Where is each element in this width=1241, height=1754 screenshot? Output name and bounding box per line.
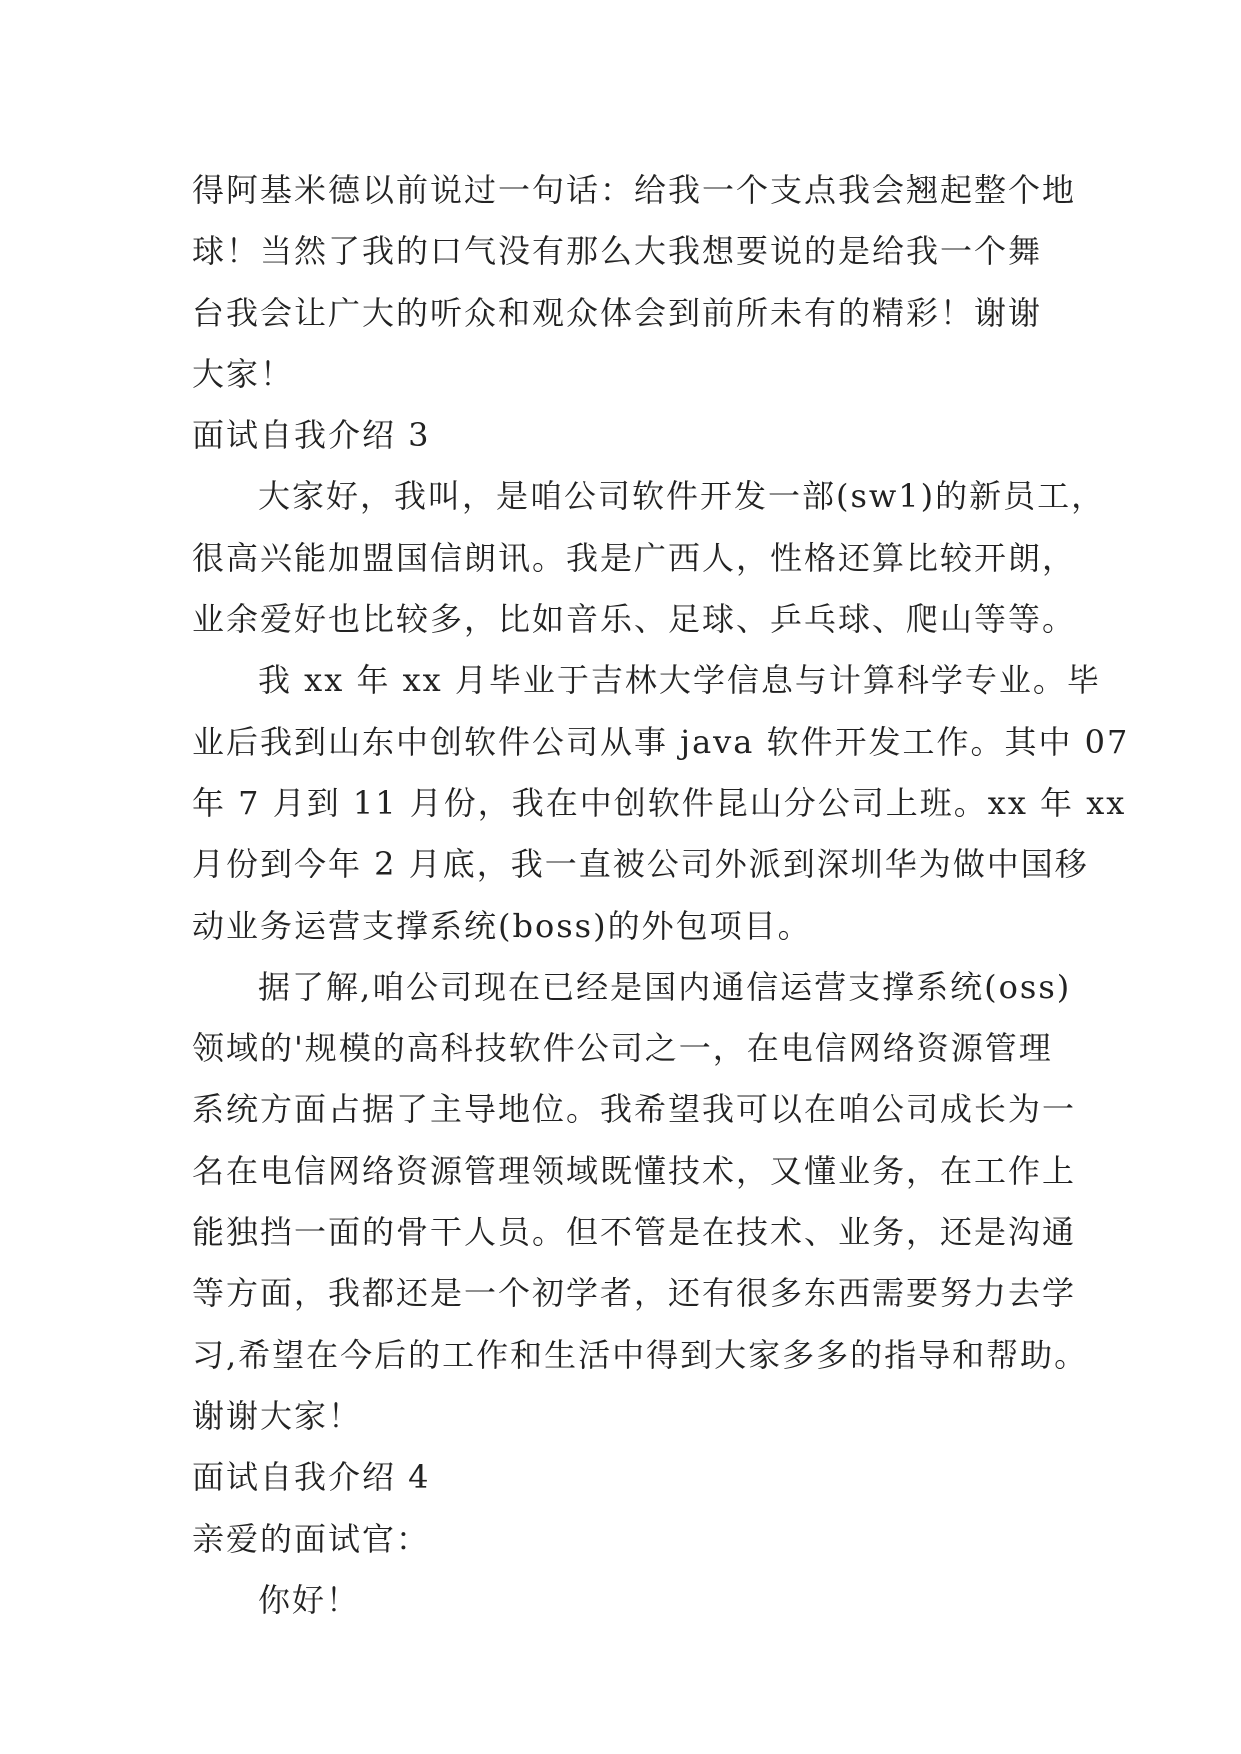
- section-heading: 面试自我介绍 4: [192, 1458, 431, 1497]
- paragraph-line: 大家好，我叫，是咱公司软件开发一部(sw1)的新员工，: [258, 477, 1106, 516]
- paragraph-line: 台我会让广大的听众和观众体会到前所未有的精彩！谢谢: [192, 293, 1043, 332]
- paragraph-line: 球！当然了我的口气没有那么大我想要说的是给我一个舞: [192, 232, 1043, 271]
- paragraph-line: 领域的'规模的高科技软件公司之一，在电信网络资源管理: [192, 1029, 1053, 1068]
- paragraph-line: 大家！: [192, 354, 295, 393]
- paragraph-line: 业余爱好也比较多，比如音乐、足球、乒乓球、爬山等等。: [192, 600, 1077, 639]
- paragraph-line: 名在电信网络资源管理领域既懂技术，又懂业务，在工作上: [192, 1151, 1077, 1190]
- paragraph-line: 月份到今年 2 月底，我一直被公司外派到深圳华为做中国移: [192, 845, 1089, 884]
- paragraph-line: 习,希望在今后的工作和生活中得到大家多多的指导和帮助。: [192, 1335, 1089, 1374]
- paragraph-line: 年 7 月到 11 月份，我在中创软件昆山分公司上班。xx 年 xx: [192, 783, 1127, 822]
- paragraph-line: 等方面，我都还是一个初学者，还有很多东西需要努力去学: [192, 1274, 1077, 1313]
- document-body: [192, 160, 1130, 1631]
- paragraph-line: 据了解,咱公司现在已经是国内通信运营支撑系统(oss): [258, 967, 1072, 1006]
- paragraph-line: 能独挡一面的骨干人员。但不管是在技术、业务，还是沟通: [192, 1213, 1077, 1252]
- paragraph-line: 系统方面占据了主导地位。我希望我可以在咱公司成长为一: [192, 1090, 1077, 1129]
- greeting: 你好！: [258, 1580, 361, 1619]
- section-heading: 面试自我介绍 3: [192, 416, 431, 455]
- paragraph-line: 我 xx 年 xx 月毕业于吉林大学信息与计算科学专业。毕: [258, 661, 1101, 700]
- salutation: 亲爱的面试官：: [192, 1519, 431, 1558]
- paragraph-line: 业后我到山东中创软件公司从事 java 软件开发工作。其中 07: [192, 722, 1130, 761]
- paragraph-line: 得阿基米德以前说过一句话：给我一个支点我会翘起整个地: [192, 171, 1077, 209]
- paragraph-line: 谢谢大家！: [192, 1396, 363, 1435]
- paragraph-line: 很高兴能加盟国信朗讯。我是广西人，性格还算比较开朗，: [192, 538, 1077, 577]
- paragraph-line: 动业务运营支撑系统(boss)的外包项目。: [192, 906, 812, 945]
